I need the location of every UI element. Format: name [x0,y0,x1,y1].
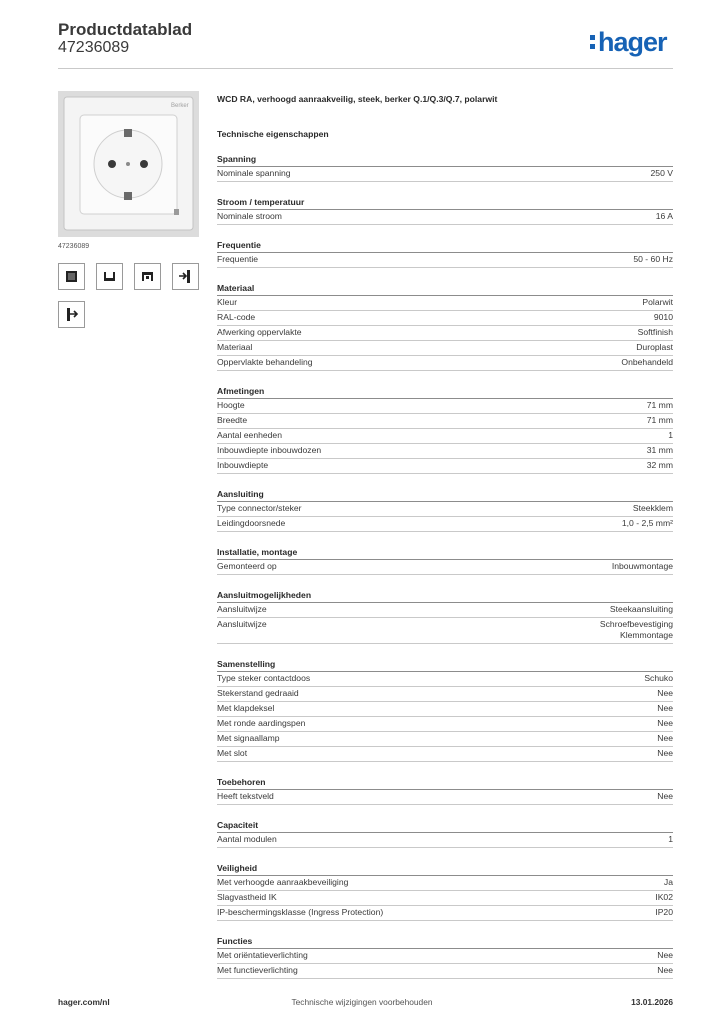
spec-label: Aansluitwijze [217,619,267,629]
plug-in-terminal-icon [172,263,199,290]
spec-row [217,311,673,326]
spec-value: Ja [663,877,673,887]
spec-value: Inbouwmontage [611,561,673,571]
spec-label: Type steker contactdoos [217,673,311,683]
spec-label: RAL-code [217,312,256,322]
spec-group [217,239,673,268]
spec-row [217,833,673,848]
spec-row [217,502,673,517]
spec-value: Softfinish [637,327,673,337]
spec-value: Steekaansluiting [609,604,673,614]
logo-text: hager [598,26,667,57]
spec-group [217,153,673,182]
spec-label: Met functieverlichting [217,965,298,975]
spec-row [217,949,673,964]
spec-row [217,717,673,732]
spec-value: 32 mm [646,460,673,470]
spec-label: Nominale spanning [217,168,291,178]
spec-label: Stekerstand gedraaid [217,688,299,698]
spec-row [217,672,673,687]
spec-group [217,546,673,575]
spec-value: Polarwit [642,297,673,307]
mounting-frame-icon [96,263,123,290]
spec-label: Met oriëntatieverlichting [217,950,308,960]
spec-row [217,296,673,311]
spec-group-title: Materiaal [217,282,673,296]
spec-row [217,964,673,979]
spec-label: Aansluitwijze [217,604,267,614]
spec-group-title: Frequentie [217,239,673,253]
spec-row [217,356,673,371]
cover-plate-icon [134,263,161,290]
spec-row [217,747,673,762]
spec-row [217,517,673,532]
spec-label: Aantal eenheden [217,430,282,440]
spec-group-title: Veiligheid [217,862,673,876]
spec-value: IK02 [655,892,673,902]
spec-groups [217,153,673,979]
spec-group-title: Toebehoren [217,776,673,790]
spec-row [217,210,673,225]
spec-label: Inbouwdiepte [217,460,269,470]
spec-group [217,196,673,225]
spec-value: Nee [657,718,673,728]
spec-value: Nee [657,748,673,758]
spec-value: Duroplast [636,342,673,352]
spec-group [217,488,673,532]
spec-row [217,429,673,444]
footer-disclaimer: Technische wijzigingen voorbehouden [291,997,433,1007]
spec-row [217,790,673,805]
spec-group-title: Spanning [217,153,673,167]
spec-value: Nee [657,688,673,698]
spec-label: Nominale stroom [217,211,282,221]
spec-label: Afwerking oppervlakte [217,327,302,337]
spec-row [217,876,673,891]
spec-label: Frequentie [217,254,259,264]
spec-group [217,819,673,848]
spec-row [217,341,673,356]
product-description: WCD RA, verhoogd aanraakveilig, steek, berker Q.1/Q.3/Q.7, polarwit [217,94,498,104]
spec-group [217,282,673,371]
spec-row [217,444,673,459]
screw-terminal-icon [58,301,85,328]
spec-value: 250 V [650,168,673,178]
spec-row [217,618,673,644]
spec-value: 71 mm [646,415,673,425]
logo-dots-icon [590,35,595,49]
hager-logo[interactable] [590,27,667,57]
spec-label: Kleur [217,297,238,307]
spec-value: Steekklem [632,503,673,513]
spec-value: 71 mm [646,400,673,410]
flush-mounting-box-icon [58,263,85,290]
spec-group-title: Functies [217,935,673,949]
spec-row [217,603,673,618]
spec-group-title: Afmetingen [217,385,673,399]
product-number: 47236089 [58,39,130,56]
spec-value: Onbehandeld [621,357,673,367]
spec-value: 50 - 60 Hz [633,254,673,264]
spec-group-title: Samenstelling [217,658,673,672]
spec-row [217,399,673,414]
spec-label: Met klapdeksel [217,703,275,713]
spec-group [217,385,673,474]
spec-label: Aantal modulen [217,834,277,844]
spec-row [217,326,673,341]
spec-label: Inbouwdiepte inbouwdozen [217,445,322,455]
spec-label: Met verhoogde aanraakbeveiliging [217,877,349,887]
spec-value: Schuko [644,673,673,683]
image-brand-text: Berker [171,103,189,109]
spec-row [217,702,673,717]
spec-group [217,862,673,921]
footer-date: 13.01.2026 [631,997,673,1007]
spec-content [217,94,673,979]
spec-group [217,658,673,762]
spec-value: 1 [668,430,673,440]
spec-value: 16 A [655,211,673,221]
image-caption: 47236089 [58,243,90,250]
spec-label: Materiaal [217,342,253,352]
spec-label: IP-beschermingsklasse (Ingress Protection) [217,907,384,917]
spec-row [217,891,673,906]
spec-label: Met slot [217,748,248,758]
spec-row [217,732,673,747]
spec-row [217,414,673,429]
spec-label: Met ronde aardingspen [217,718,306,728]
spec-group-title: Capaciteit [217,819,673,833]
spec-label: Met signaallamp [217,733,280,743]
spec-group-title: Installatie, montage [217,546,673,560]
spec-value: 1 [668,834,673,844]
spec-value: 9010 [653,312,673,322]
spec-label: Breedte [217,415,248,425]
spec-row [217,459,673,474]
spec-label: Heeft tekstveld [217,791,274,801]
spec-group [217,935,673,979]
spec-value: IP20 [655,907,673,917]
spec-value: Nee [657,950,673,960]
spec-row [217,167,673,182]
section-title: Technische eigenschappen [217,129,329,139]
spec-label: Oppervlakte behandeling [217,357,313,367]
spec-row [217,560,673,575]
spec-label: Leidingdoorsnede [217,518,286,528]
spec-value: Nee [657,703,673,713]
spec-group-title: Aansluitmogelijkheden [217,589,673,603]
spec-row [217,906,673,921]
spec-group-title: Aansluiting [217,488,673,502]
spec-label: Type connector/steker [217,503,302,513]
spec-label: Slagvastheid IK [217,892,277,902]
spec-value: Nee [657,965,673,975]
spec-value: Nee [657,733,673,743]
product-image [58,91,199,237]
header-divider [58,68,673,69]
spec-group-title: Stroom / temperatuur [217,196,673,210]
spec-value: Nee [657,791,673,801]
spec-group [217,776,673,805]
spec-value: 1,0 - 2,5 mm² [621,518,673,528]
spec-group [217,589,673,644]
footer-website[interactable]: hager.com/nl [58,997,110,1007]
spec-row [217,253,673,268]
spec-label: Gemonteerd op [217,561,277,571]
spec-value: Schroefbevestiging Klemmontage [599,619,673,640]
spec-value: 31 mm [646,445,673,455]
page-title: Productdatablad [58,20,193,39]
spec-label: Hoogte [217,400,245,410]
spec-row [217,687,673,702]
